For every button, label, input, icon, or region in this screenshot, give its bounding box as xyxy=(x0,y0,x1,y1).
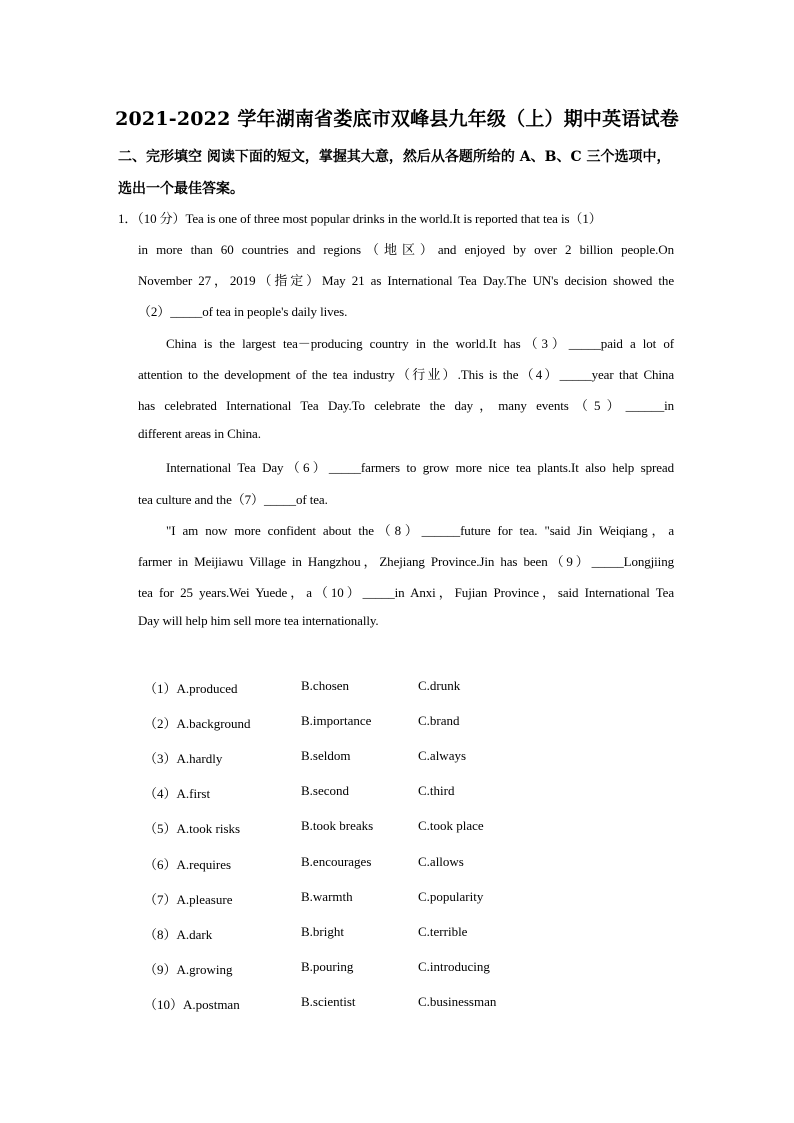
section-instruction-line2: 选出一个最佳答案。 xyxy=(118,181,244,197)
option-label: （9）A.growing xyxy=(144,962,233,977)
option-label: （8）A.dark xyxy=(144,927,213,942)
option-row xyxy=(0,783,794,803)
passage-line: 1．（10 分）Tea is one of three most popular drinks in the world.It is reported that tea is（1） xyxy=(118,211,602,226)
option-row xyxy=(0,748,794,768)
passage-line: "I am now more confident about the（8）______future for tea. "said Jin Weiqiang，a xyxy=(166,523,674,538)
passage-line: attention to the development of the tea industry（行业）.This is the（4）_____year that China xyxy=(138,367,674,382)
option-label: （7）A.pleasure xyxy=(144,892,233,907)
option-label: （1）A.produced xyxy=(144,681,238,696)
option-c: C.popularity xyxy=(418,889,484,904)
passage-line: Day will help him sell more tea internationally. xyxy=(138,613,379,628)
option-b: B.scientist xyxy=(301,994,356,1009)
option-b: B.took breaks xyxy=(301,818,374,833)
option-label: （5）A.took risks xyxy=(144,821,241,836)
passage-line: tea for 25 years.Wei Yuede，a（10）_____in Anxi，Fujian Province，said International Tea xyxy=(138,585,674,600)
option-label: （3）A.hardly xyxy=(144,751,223,766)
option-b: B.pouring xyxy=(301,959,354,974)
passage-line: farmer in Meijiawu Village in Hangzhou，Zhejiang Province.Jin has been（9）_____Longjiing xyxy=(138,554,674,569)
option-c: C.introducing xyxy=(418,959,490,974)
passage-line: China is the largest tea－producing country in the world.It has（3）_____paid a lot of xyxy=(166,336,674,351)
passage-line: November 27，2019（指定）May 21 as International Tea Day.The UN's decision showed the xyxy=(138,273,674,288)
option-b: B.seldom xyxy=(301,748,351,763)
option-b: B.second xyxy=(301,783,350,798)
option-label: （6）A.requires xyxy=(144,857,232,872)
exam-title: 2021-2022 学年湖南省娄底市双峰县九年级（上）期中英语试卷 xyxy=(115,108,679,130)
option-c: C.drunk xyxy=(418,678,461,693)
option-b: B.importance xyxy=(301,713,372,728)
option-row xyxy=(0,854,794,874)
option-row xyxy=(0,713,794,733)
option-c: C.businessman xyxy=(418,994,497,1009)
option-c: C.third xyxy=(418,783,455,798)
option-row xyxy=(0,959,794,979)
passage-line: （2）_____of tea in people's daily lives. xyxy=(138,304,348,319)
section-instruction-line1: 二、完形填空 阅读下面的短文，掌握其大意，然后从各题所给的 A、B、C 三个选项中， xyxy=(118,149,671,165)
passage-line: has celebrated International Tea Day.To celebrate the day，many events（5）______in xyxy=(138,398,674,413)
option-row xyxy=(0,889,794,909)
option-c: C.allows xyxy=(418,854,464,869)
option-b: B.encourages xyxy=(301,854,372,869)
option-b: B.chosen xyxy=(301,678,350,693)
option-label: （2）A.background xyxy=(144,716,251,731)
option-label: （4）A.first xyxy=(144,786,211,801)
option-c: C.always xyxy=(418,748,467,763)
option-c: C.brand xyxy=(418,713,460,728)
option-row xyxy=(0,924,794,944)
option-c: C.took place xyxy=(418,818,484,833)
option-row xyxy=(0,678,794,698)
passage-line: International Tea Day（6）_____farmers to grow more nice tea plants.It also help spread xyxy=(166,460,674,475)
option-label: （10）A.postman xyxy=(144,997,240,1012)
passage-line: in more than 60 countries and regions（地区）and enjoyed by over 2 billion people.On xyxy=(138,242,674,257)
option-b: B.warmth xyxy=(301,889,353,904)
option-row xyxy=(0,994,794,1014)
option-c: C.terrible xyxy=(418,924,468,939)
option-row xyxy=(0,818,794,838)
passage-line: tea culture and the（7）_____of tea. xyxy=(138,492,328,507)
option-b: B.bright xyxy=(301,924,344,939)
passage-line: different areas in China. xyxy=(138,426,261,441)
